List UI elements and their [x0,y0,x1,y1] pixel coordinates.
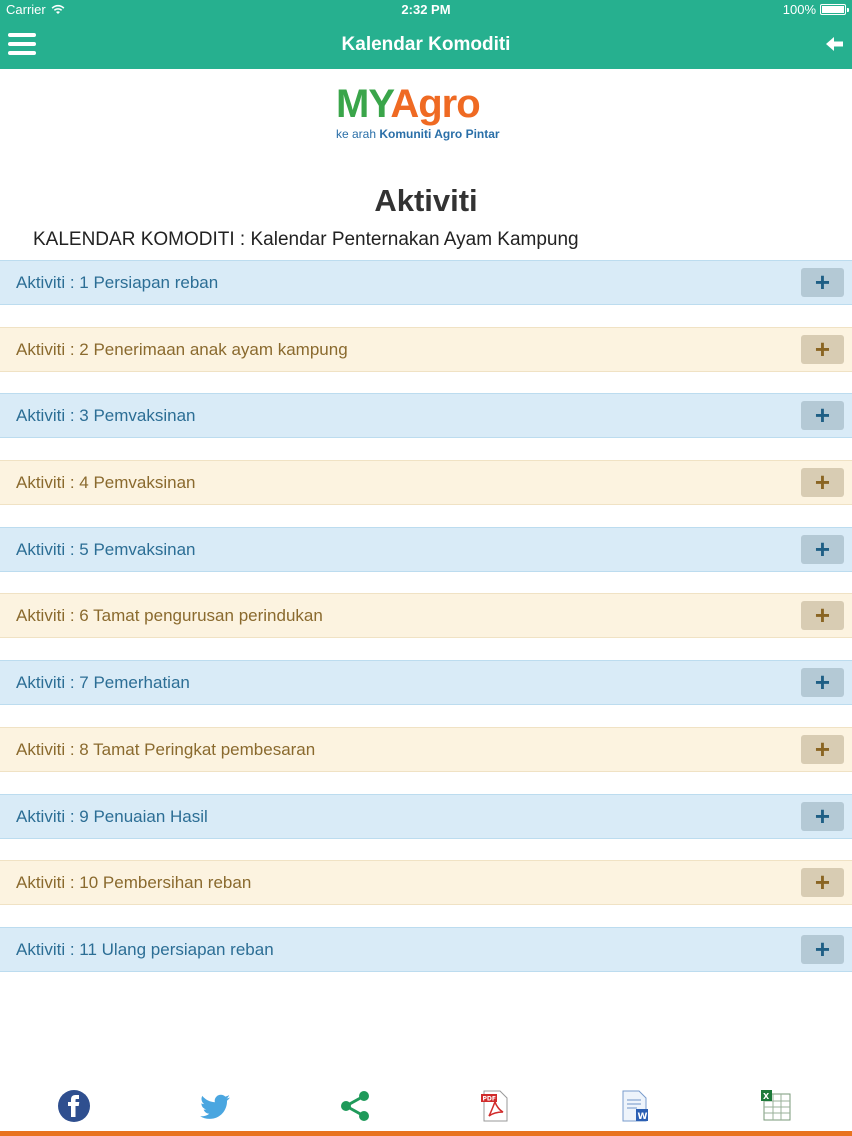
expand-plus-icon[interactable]: + [801,668,844,697]
svg-text:PDF: PDF [482,1095,496,1103]
facebook-icon[interactable] [56,1088,92,1124]
nav-title: Kalendar Komoditi [341,34,511,55]
activity-label: Aktiviti : 2 Penerimaan anak ayam kampung [16,339,348,359]
activity-panel-2[interactable] [0,327,852,372]
svg-text:W: W [637,1112,648,1122]
expand-plus-icon[interactable]: + [801,268,844,297]
twitter-icon[interactable] [197,1088,233,1124]
expand-plus-icon[interactable]: + [801,935,844,964]
tagline-prefix: ke arah [336,127,380,141]
activity-label: Aktiviti : 3 Pemvaksinan [16,405,196,425]
activity-panel-4[interactable] [0,460,852,505]
expand-plus-icon[interactable]: + [801,802,844,831]
battery-icon [820,4,846,15]
carrier-label: Carrier [6,2,46,17]
share-icon[interactable] [337,1088,373,1124]
pdf-icon[interactable] [477,1088,513,1124]
activity-label: Aktiviti : 9 Penuaian Hasil [16,806,208,826]
clock: 2:32 PM [401,2,451,17]
expand-plus-icon[interactable]: + [801,468,844,497]
activity-label: Aktiviti : 10 Pembersihan reban [16,872,252,892]
activity-panel-11[interactable] [0,927,852,972]
activity-label: Aktiviti : 5 Pemvaksinan [16,539,196,559]
activity-label: Aktiviti : 6 Tamat pengurusan perindukan [16,605,323,625]
expand-plus-icon[interactable]: + [801,601,844,630]
activity-panel-10[interactable] [0,860,852,905]
activity-panel-5[interactable] [0,527,852,572]
activity-panel-8[interactable] [0,727,852,772]
status-bar [0,0,852,20]
expand-plus-icon[interactable]: + [801,335,844,364]
activity-panel-9[interactable] [0,794,852,839]
expand-plus-icon[interactable]: + [801,735,844,764]
page-title: Aktiviti [374,183,478,218]
expand-plus-icon[interactable]: + [801,535,844,564]
battery-status [783,2,846,17]
logo-wordmark [336,84,516,124]
svg-text:X: X [763,1092,770,1101]
logo-tagline [336,127,516,141]
expand-plus-icon[interactable]: + [801,401,844,430]
footer-accent-bar [0,1131,852,1136]
activity-label: Aktiviti : 4 Pemvaksinan [16,472,196,492]
expand-plus-icon[interactable]: + [801,868,844,897]
activity-label: Aktiviti : 1 Persiapan reban [16,272,219,292]
calendar-subtitle: KALENDAR KOMODITI : Kalendar Penternakan Ayam Kampung [33,229,579,250]
activity-panel-1[interactable] [0,260,852,305]
arrow-left-icon[interactable] [824,33,846,55]
activity-label: Aktiviti : 11 Ulang persiapan reban [16,939,274,959]
activity-label: Aktiviti : 8 Tamat Peringkat pembesaran [16,739,316,759]
activity-panel-3[interactable] [0,393,852,438]
activity-label: Aktiviti : 7 Pemerhatian [16,672,190,692]
logo-my: MY [336,82,391,126]
myagro-logo [336,84,516,146]
logo-agro: Agro [390,82,480,126]
battery-percent: 100% [782,2,816,17]
activity-panel-7[interactable] [0,660,852,705]
excel-spreadsheet-icon[interactable] [758,1088,794,1124]
activity-panel-6[interactable] [0,593,852,638]
footer-share-bar [0,1080,852,1136]
nav-bar [0,20,852,69]
word-document-icon[interactable] [617,1088,653,1124]
tagline-bold: Komuniti Agro Pintar [379,127,500,141]
